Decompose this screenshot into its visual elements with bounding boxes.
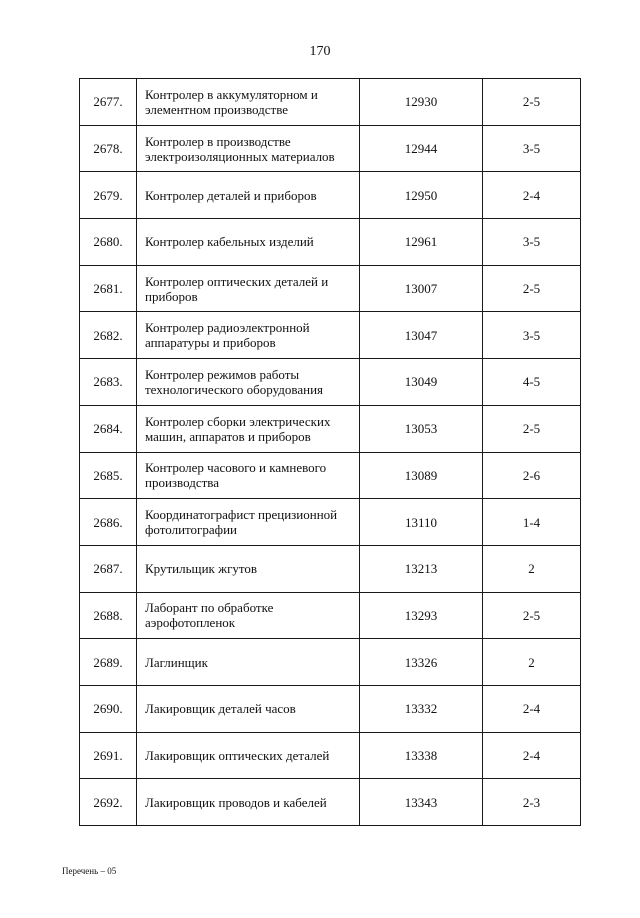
profession-code: 13110: [360, 499, 483, 546]
grade-range: 2-3: [483, 779, 581, 826]
grade-range: 2-4: [483, 172, 581, 219]
profession-name: Лакировщик деталей часов: [137, 685, 360, 732]
table-row: [80, 499, 581, 546]
row-number: 2681.: [80, 265, 137, 312]
profession-code: 12944: [360, 125, 483, 172]
table-row: [80, 405, 581, 452]
page-number: 170: [309, 44, 331, 59]
row-number: 2678.: [80, 125, 137, 172]
profession-code: 13213: [360, 545, 483, 592]
footer-note: Перечень – 05: [62, 866, 117, 876]
profession-code: 13343: [360, 779, 483, 826]
grade-range: 2-5: [483, 79, 581, 126]
profession-name: Контролер сборки электрических машин, аппаратов и приборов: [137, 405, 360, 452]
grade-range: 2-4: [483, 685, 581, 732]
profession-name: Координатографист прецизионной фотолитографии: [137, 499, 360, 546]
table-row: [80, 219, 581, 266]
profession-name: Крутильщик жгутов: [137, 545, 360, 592]
grade-range: 2: [483, 545, 581, 592]
grade-range: 2-5: [483, 405, 581, 452]
profession-name: Лаглинщик: [137, 639, 360, 686]
profession-table-body: [80, 79, 581, 826]
table-row: [80, 172, 581, 219]
profession-name: Лакировщик проводов и кабелей: [137, 779, 360, 826]
table-row: [80, 732, 581, 779]
profession-name: Контролер в производстве электроизоляционных материалов: [137, 125, 360, 172]
table-row: [80, 125, 581, 172]
table-row: [80, 545, 581, 592]
profession-name: Контролер часового и камневого производства: [137, 452, 360, 499]
profession-code: 13053: [360, 405, 483, 452]
profession-code: 13332: [360, 685, 483, 732]
profession-name: Лаборант по обработке аэрофотопленок: [137, 592, 360, 639]
grade-range: 3-5: [483, 219, 581, 266]
table-row: [80, 452, 581, 499]
profession-table: [79, 78, 581, 826]
profession-name: Контролер режимов работы технологического оборудования: [137, 359, 360, 406]
row-number: 2677.: [80, 79, 137, 126]
profession-code: 13326: [360, 639, 483, 686]
table-row: [80, 779, 581, 826]
table-row: [80, 265, 581, 312]
profession-name: Контролер оптических деталей и приборов: [137, 265, 360, 312]
profession-code: 13049: [360, 359, 483, 406]
row-number: 2679.: [80, 172, 137, 219]
row-number: 2687.: [80, 545, 137, 592]
profession-name: Контролер кабельных изделий: [137, 219, 360, 266]
row-number: 2684.: [80, 405, 137, 452]
row-number: 2690.: [80, 685, 137, 732]
grade-range: 2-5: [483, 592, 581, 639]
table-row: [80, 312, 581, 359]
row-number: 2685.: [80, 452, 137, 499]
grade-range: 3-5: [483, 125, 581, 172]
profession-code: 13047: [360, 312, 483, 359]
profession-code: 13007: [360, 265, 483, 312]
row-number: 2692.: [80, 779, 137, 826]
grade-range: 2-5: [483, 265, 581, 312]
profession-code: 12950: [360, 172, 483, 219]
row-number: 2682.: [80, 312, 137, 359]
grade-range: 1-4: [483, 499, 581, 546]
profession-name: Контролер в аккумуляторном и элементном производстве: [137, 79, 360, 126]
table-row: [80, 685, 581, 732]
grade-range: 2-6: [483, 452, 581, 499]
table-row: [80, 592, 581, 639]
table-row: [80, 79, 581, 126]
profession-code: 13293: [360, 592, 483, 639]
profession-name: Лакировщик оптических деталей: [137, 732, 360, 779]
profession-code: 13338: [360, 732, 483, 779]
profession-code: 12961: [360, 219, 483, 266]
row-number: 2686.: [80, 499, 137, 546]
profession-name: Контролер радиоэлектронной аппаратуры и приборов: [137, 312, 360, 359]
grade-range: 2-4: [483, 732, 581, 779]
profession-name: Контролер деталей и приборов: [137, 172, 360, 219]
row-number: 2688.: [80, 592, 137, 639]
grade-range: 4-5: [483, 359, 581, 406]
profession-code: 12930: [360, 79, 483, 126]
row-number: 2683.: [80, 359, 137, 406]
grade-range: 3-5: [483, 312, 581, 359]
grade-range: 2: [483, 639, 581, 686]
row-number: 2680.: [80, 219, 137, 266]
profession-code: 13089: [360, 452, 483, 499]
row-number: 2691.: [80, 732, 137, 779]
table-row: [80, 359, 581, 406]
table-row: [80, 639, 581, 686]
row-number: 2689.: [80, 639, 137, 686]
